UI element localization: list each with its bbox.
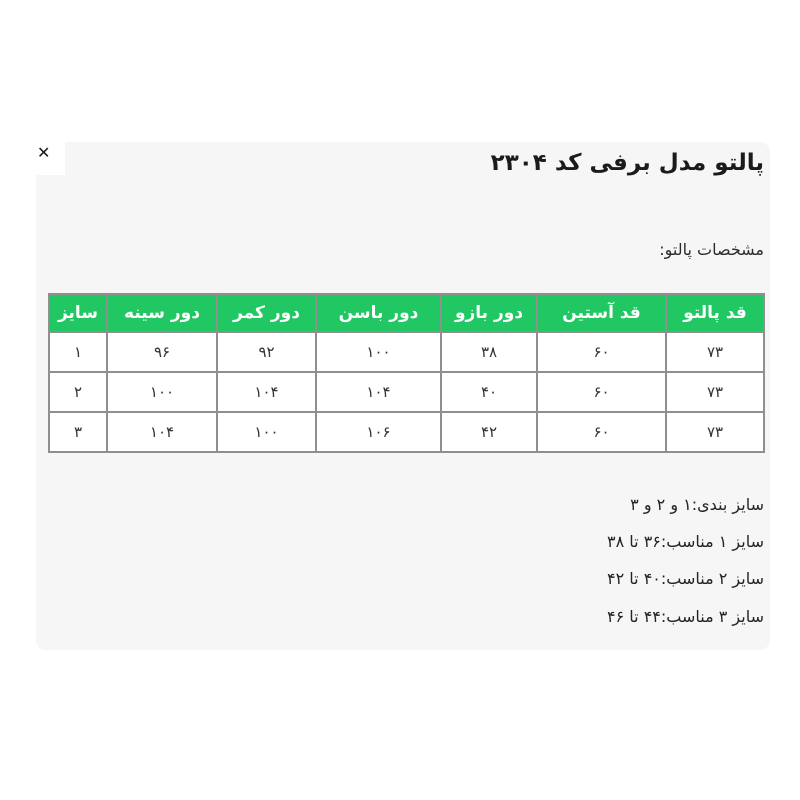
header-chest-circumference: دور سینه <box>107 294 217 332</box>
header-sleeve-length: قد آستین <box>537 294 666 332</box>
cell-waist-circumference: ۱۰۴ <box>217 372 316 412</box>
sizing-notes <box>36 142 770 650</box>
cell-waist-circumference: ۹۲ <box>217 332 316 372</box>
header-arm-circumference: دور بازو <box>441 294 537 332</box>
cell-arm-circumference: ۴۰ <box>441 372 537 412</box>
cell-hip-circumference: ۱۰۰ <box>316 332 441 372</box>
header-size: سایز <box>49 294 107 332</box>
cell-chest-circumference: ۱۰۴ <box>107 412 217 452</box>
note-size-1-fit: سایز ۱ مناسب:۳۶ تا ۳۸ <box>607 532 764 551</box>
cell-chest-circumference: ۹۶ <box>107 332 217 372</box>
cell-sleeve-length: ۶۰ <box>537 412 666 452</box>
cell-arm-circumference: ۳۸ <box>441 332 537 372</box>
cell-size: ۱ <box>49 332 107 372</box>
note-size-3-fit: سایز ۳ مناسب:۴۴ تا ۴۶ <box>607 607 764 626</box>
cell-chest-circumference: ۱۰۰ <box>107 372 217 412</box>
cell-hip-circumference: ۱۰۴ <box>316 372 441 412</box>
note-size-2-fit: سایز ۲ مناسب:۴۰ تا ۴۲ <box>607 569 764 588</box>
header-hip-circumference: دور باسن <box>316 294 441 332</box>
cell-coat-length: ۷۳ <box>666 332 764 372</box>
cell-size: ۳ <box>49 412 107 452</box>
cell-sleeve-length: ۶۰ <box>537 372 666 412</box>
specs-heading: مشخصات پالتو: <box>659 240 764 259</box>
header-waist-circumference: دور کمر <box>217 294 316 332</box>
size-guide-panel <box>36 142 770 650</box>
cell-coat-length: ۷۳ <box>666 412 764 452</box>
cell-waist-circumference: ۱۰۰ <box>217 412 316 452</box>
note-sizing-range: سایز بندی:۱ و ۲ و ۳ <box>630 495 764 514</box>
cell-coat-length: ۷۳ <box>666 372 764 412</box>
page-title: پالتو مدل برفی کد ۲۳۰۴ <box>490 150 764 176</box>
cell-sleeve-length: ۶۰ <box>537 332 666 372</box>
header-coat-length: قد پالتو <box>666 294 764 332</box>
close-icon: ✕ <box>37 143 51 162</box>
cell-hip-circumference: ۱۰۶ <box>316 412 441 452</box>
cell-size: ۲ <box>49 372 107 412</box>
cell-arm-circumference: ۴۲ <box>441 412 537 452</box>
